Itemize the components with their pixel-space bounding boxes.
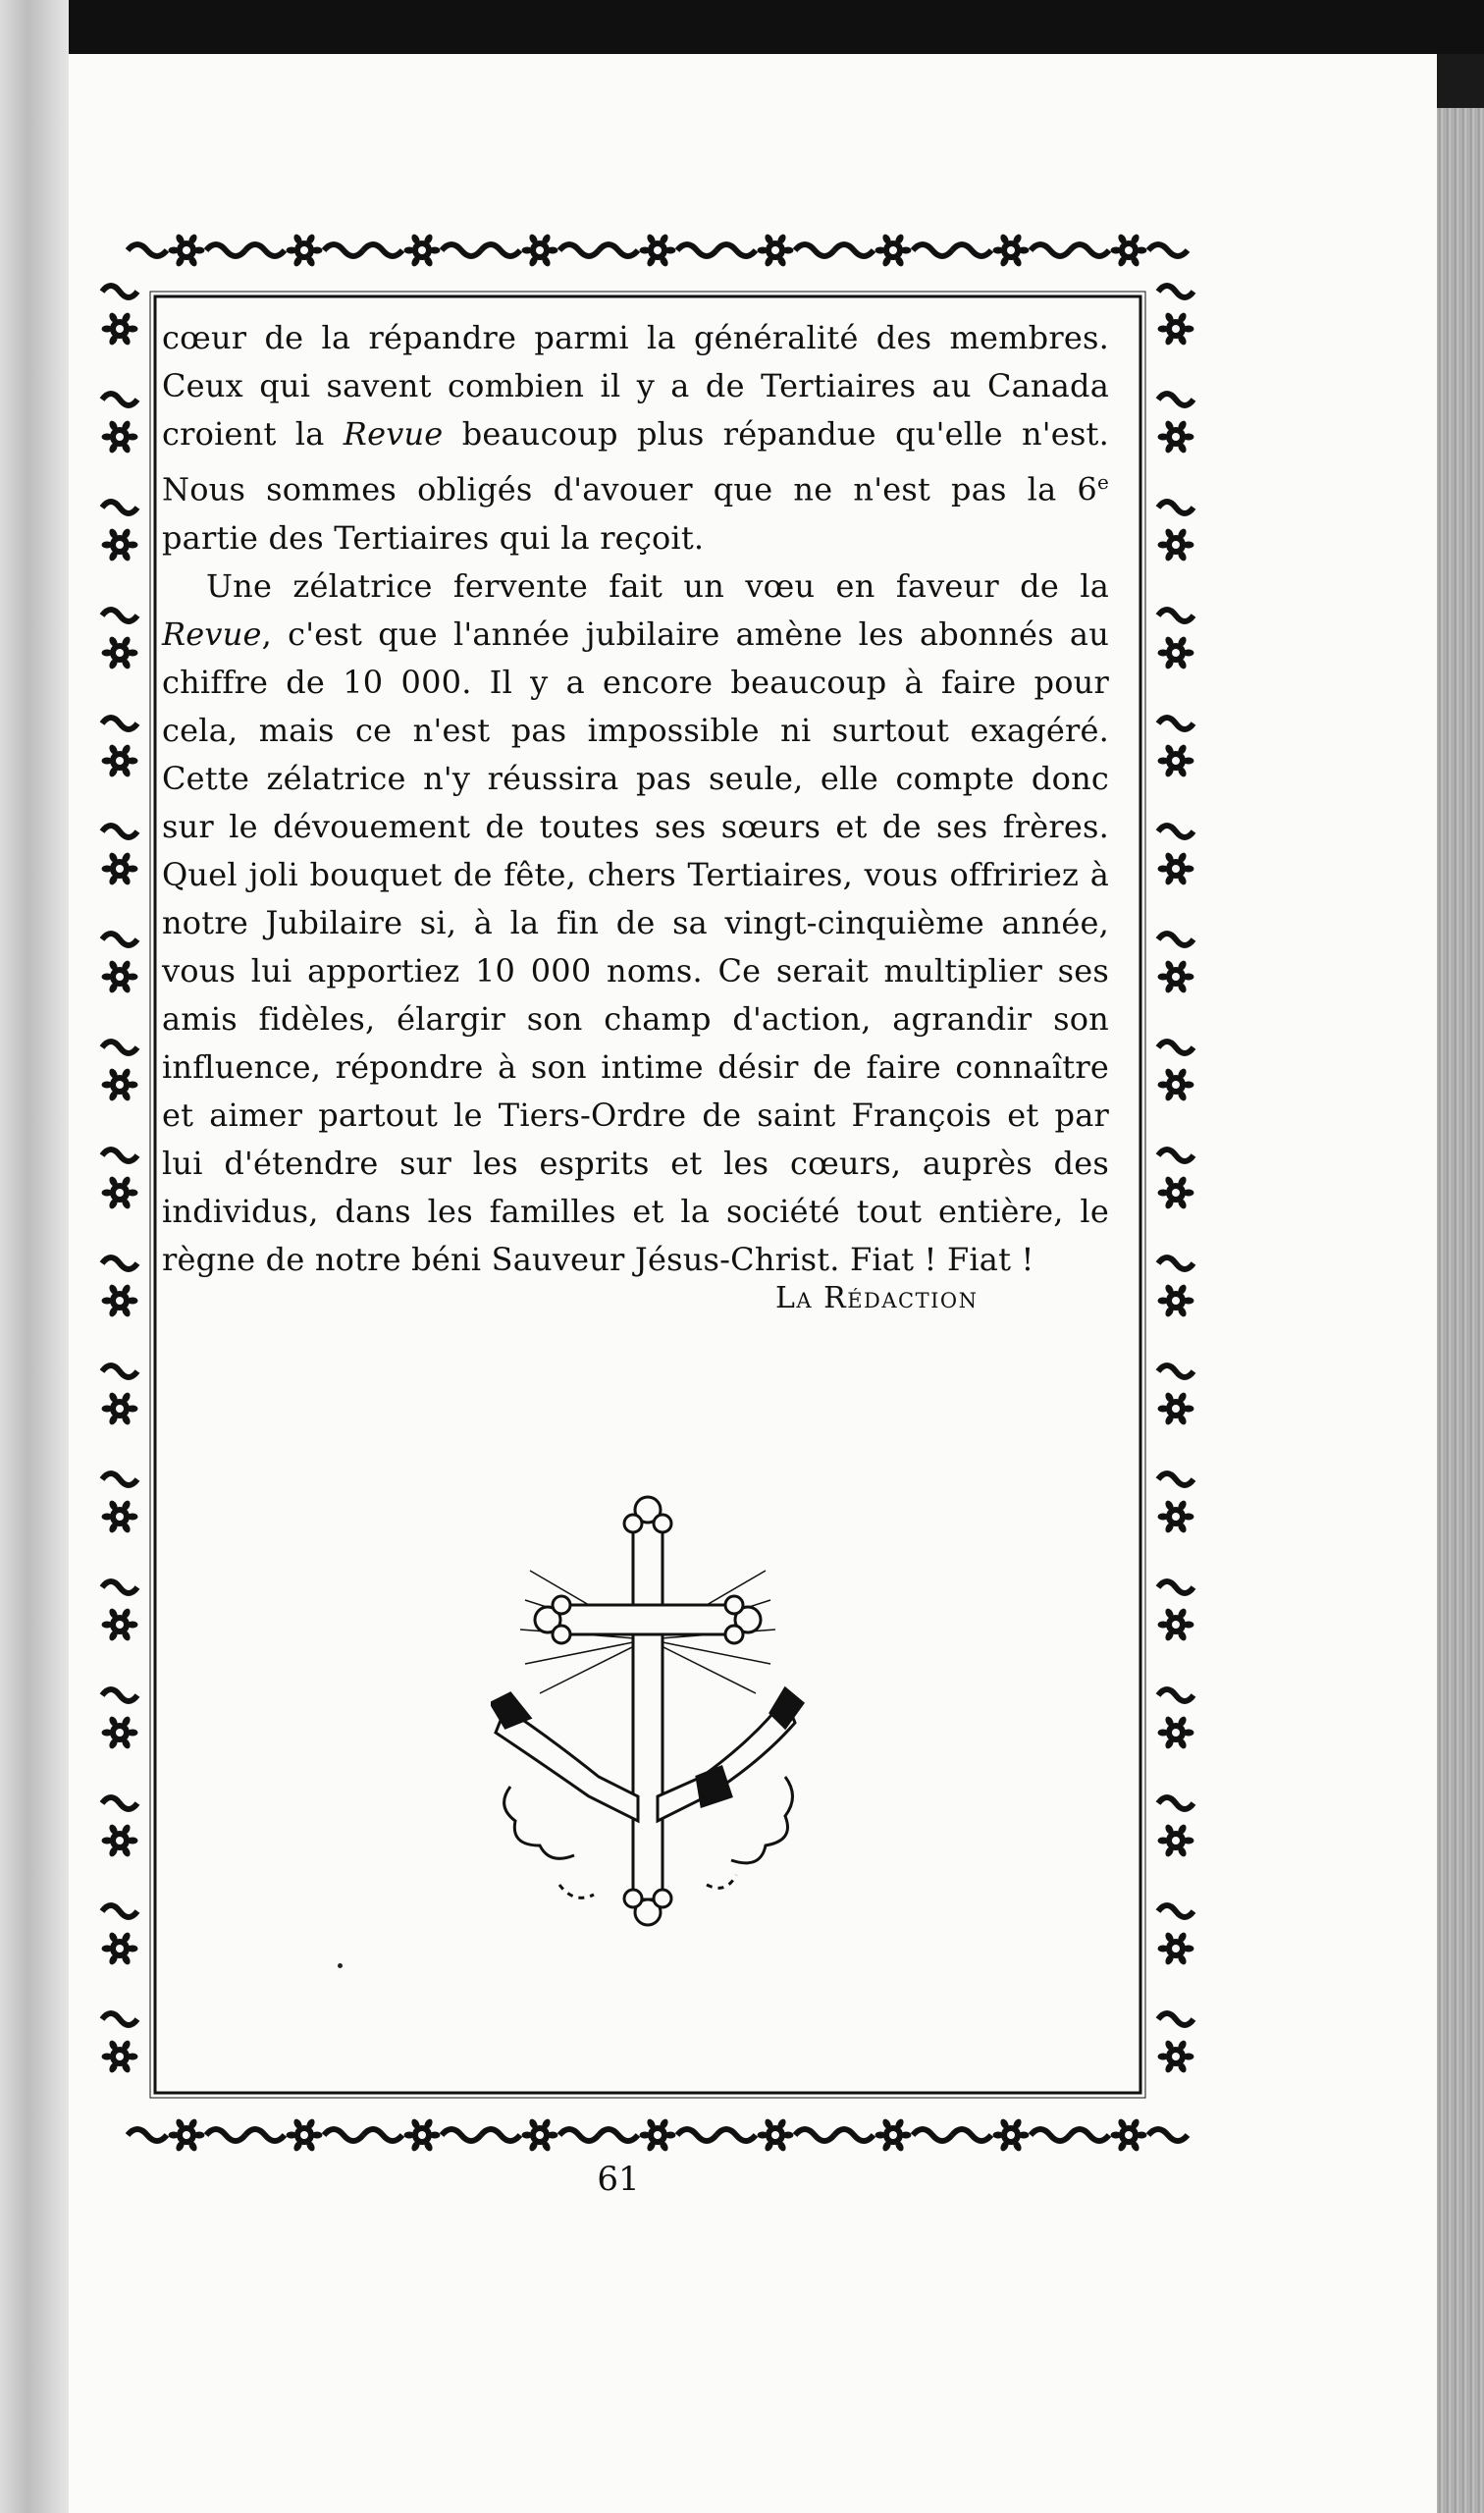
revue-title: Revue: [343, 415, 444, 453]
superscript-e: e: [1096, 470, 1109, 494]
line-3-end: beaucoup plus répandue qu'elle n'est.: [443, 415, 1109, 453]
franciscan-cross-emblem-icon: [491, 1482, 805, 1934]
line-4: Nous sommes obligés d'avouer que ne n'est pas la 6: [162, 470, 1097, 508]
revue-title-2: Revue: [162, 615, 262, 653]
paragraph-2: [162, 562, 1109, 1284]
signature: La Rédaction: [775, 1281, 979, 1315]
page-gutter: [0, 0, 69, 2513]
line-1: cœur de la répandre parmi la généralité des membres.: [162, 319, 1109, 356]
para2-rest: , c'est que l'année jubilaire amène les abonnés au chiffre de 10 000. Il y a encore beaucoup à faire pour cela, mais ce n'est pas impossible ni surtout exagéré. Cette zélatrice n'y réussira pas seule, elle compte donc sur le dévouement de toutes ses sœurs et de ses frères. Quel joli bouquet de fête, chers Tertiaires, vous offririez à notre Jubilaire si, à la fin de sa vingt-cinquième année, vous lui apportiez 10 000 noms. Ce serait multiplier ses amis fidèles, élargir son champ d'action, agrandir son influence, répondre à son intime désir de faire connaître et aimer partout le Tiers-Ordre de saint François et par lui d'étendre sur les esprits et les cœurs, auprès des individus, dans les familles et la société tout entière, le règne de notre béni Sauveur Jésus-Christ. Fiat ! Fiat !: [162, 615, 1109, 1278]
para2-start: Une zélatrice fervente fait un vœu en faveur de la: [206, 566, 1109, 605]
page-stack-edge: [1437, 108, 1484, 2513]
line-3-start: croient la: [162, 415, 344, 453]
stray-mark: [338, 1963, 343, 1968]
article-text: [162, 314, 1109, 1284]
scan-top-edge: [0, 0, 1484, 54]
scan-right-corner: [1437, 54, 1484, 113]
line-2: Ceux qui savent combien il y a de Tertiaires au Canada: [162, 367, 1109, 404]
page-number: 61: [597, 2160, 640, 2199]
paragraph-continuation: [162, 314, 1109, 562]
line-5: partie des Tertiaires qui la reçoit.: [162, 518, 705, 557]
